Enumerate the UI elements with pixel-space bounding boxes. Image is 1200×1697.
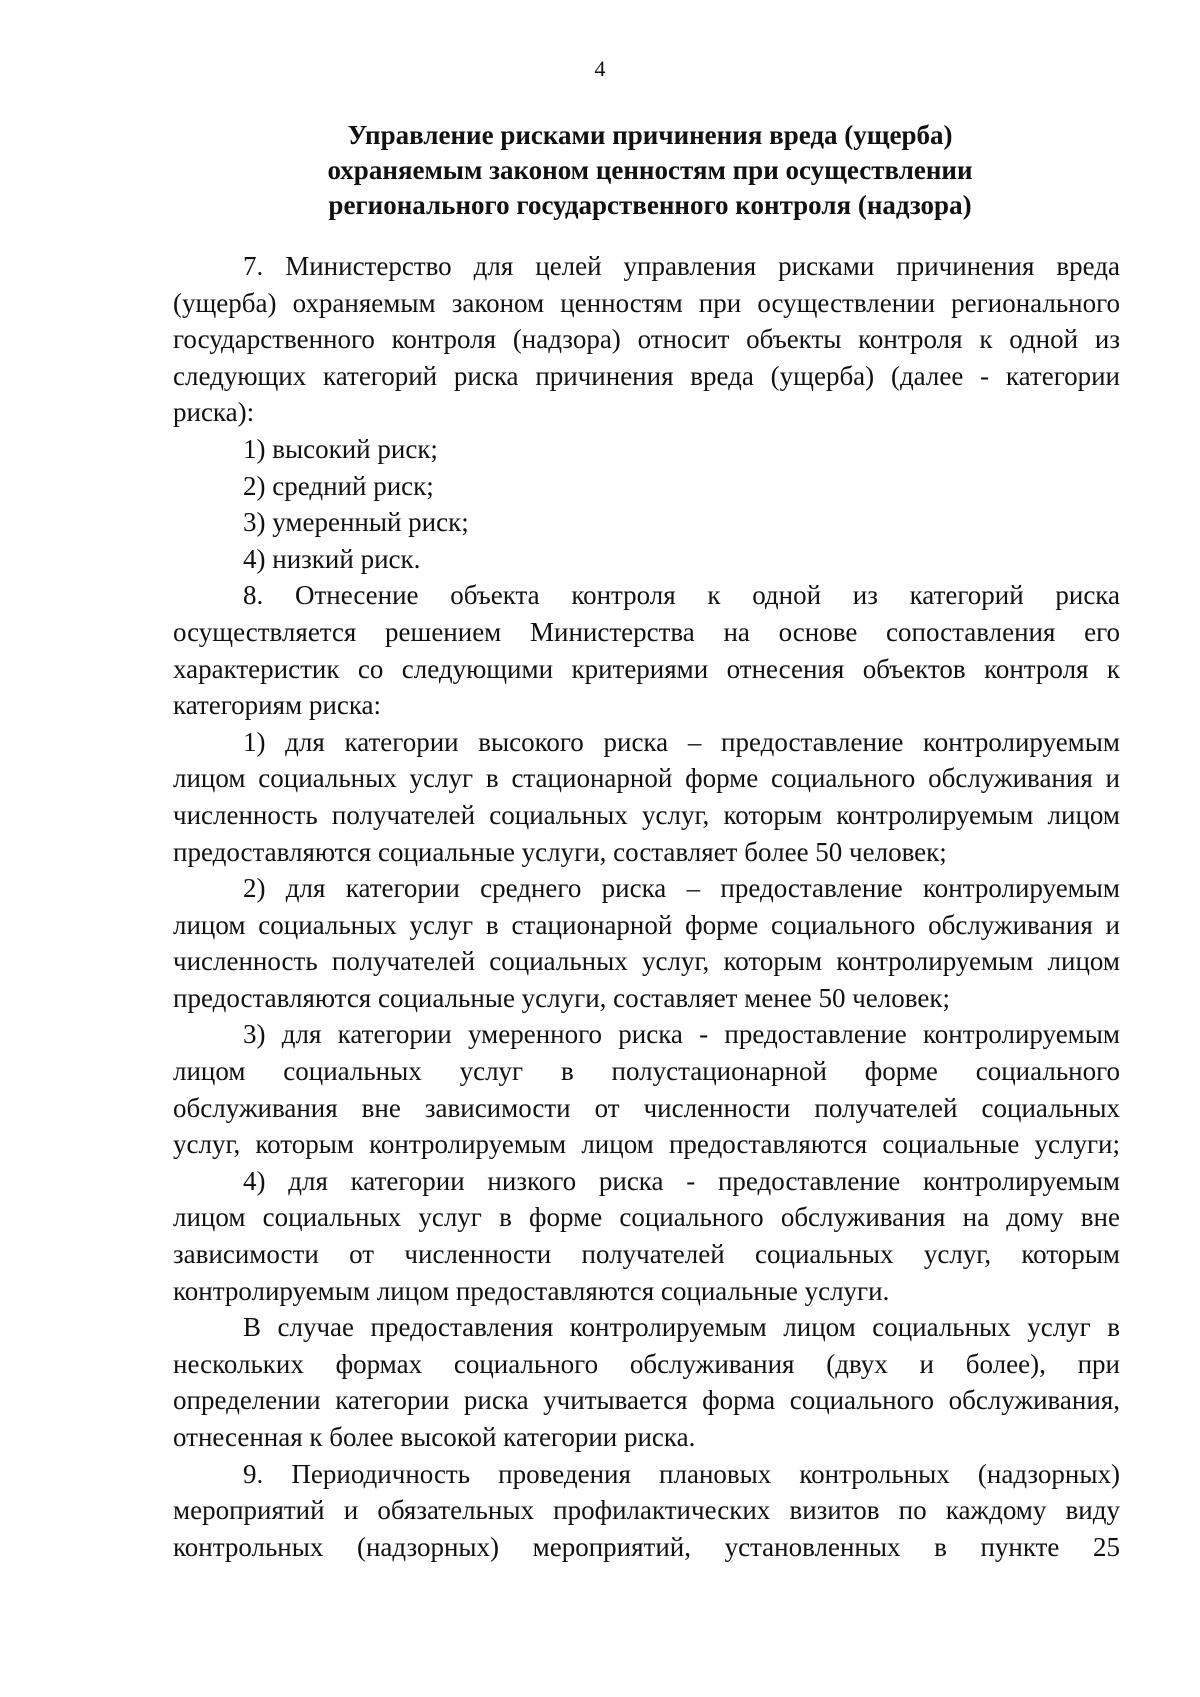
list-item: 3) умеренный риск; [243,507,469,538]
paragraph-line: 7. Министерство для целей управления рисками причинения вреда [243,251,1120,281]
paragraph-line: лицом социальных услуг в стационарной форме социального обслуживания и [173,763,1120,794]
document-body [173,248,1120,1565]
paragraph-line: предоставляются социальные услуги, составляет менее 50 человек; [173,982,950,1013]
paragraph-line: 4) для категории низкого риска - предоставление контролируемым [243,1165,1120,1196]
paragraph-line: 9. Периодичность проведения плановых контрольных (надзорных) [243,1458,1120,1489]
paragraph-line: нескольких формах социального обслуживания (двух и более), при [173,1348,1120,1379]
criterion-high-risk [173,724,1120,870]
paragraph-line: численность получателей социальных услуг, которым контролируемым лицом [173,799,1120,830]
list-item: 2) средний риск; [243,470,434,501]
paragraph-line: обслуживания вне зависимости от численности получателей социальных [173,1092,1120,1123]
paragraph-line: отнесенная к более высокой категории риска. [173,1422,696,1452]
paragraph-line: предоставляются социальные услуги, составляет более 50 человек; [173,836,947,867]
paragraph-line: лицом социальных услуг в форме социального обслуживания на дому вне [173,1202,1120,1233]
paragraph-line: характеристик со следующими критериями отнесения объектов контроля к [173,653,1120,684]
paragraph-line: лицом социальных услуг в стационарной форме социального обслуживания и [173,909,1120,940]
paragraph-line: лицом социальных услуг в полустационарной форме социального [173,1056,1120,1087]
paragraph-line: В случае предоставления контролируемым лицом социальных услуг в [243,1312,1120,1343]
paragraph-line: 1) для категории высокого риска – предоставление контролируемым [243,726,1120,757]
paragraph-line: 8. Отнесение объекта контроля к одной из категорий риска [243,580,1120,611]
paragraph-line: государственного контроля (надзора) относит объекты контроля к одной из [173,324,1120,355]
paragraph-line: численность получателей социальных услуг, которым контролируемым лицом [173,946,1120,977]
paragraph-8 [173,577,1120,723]
criterion-medium-risk [173,870,1120,1016]
criterion-low-risk [173,1163,1120,1309]
paragraph-7 [173,248,1120,431]
paragraph-line: мероприятий и обязательных профилактических визитов по каждому виду [173,1495,1120,1526]
paragraph-line: зависимости от численности получателей социальных услуг, которым [173,1239,1120,1270]
list-item: 1) высокий риск; [243,433,438,464]
paragraph-line: осуществляется решением Министерства на основе сопоставления его [173,616,1120,647]
list-item: 4) низкий риск. [243,543,421,574]
paragraph-line: (ущерба) охраняемым законом ценностям при осуществлении регионального [173,287,1120,318]
section-heading [200,118,1100,223]
paragraph-line: 3) для категории умеренного риска - предоставление контролируемым [243,1019,1120,1050]
paragraph-line: контрольных (надзорных) мероприятий, установленных в пункте 25 [173,1531,1120,1562]
heading-line: охраняемым законом ценностям при осуществлении [327,155,973,185]
paragraph-line: 2) для категории среднего риска – предоставление контролируемым [243,873,1120,904]
paragraph-line: контролируемым лицом предоставляются социальные услуги. [173,1275,890,1306]
paragraph-line: услуг, которым контролируемым лицом предоставляются социальные услуги; [173,1129,1120,1160]
paragraph-line: риска): [173,397,255,428]
paragraph-line: следующих категорий риска причинения вреда (ущерба) (далее - категории [173,360,1120,391]
criterion-moderate-risk [173,1016,1120,1162]
paragraph-multiple-forms [173,1309,1120,1455]
heading-line: регионального государственного контроля (надзора) [328,190,972,220]
paragraph-9 [173,1456,1120,1566]
heading-line: Управление рисками причинения вреда (ущерба) [347,120,953,150]
paragraph-line: категориям риска: [173,690,382,721]
page-number: 4 [594,56,606,81]
paragraph-line: определении категории риска учитывается форма социального обслуживания, [173,1385,1120,1416]
